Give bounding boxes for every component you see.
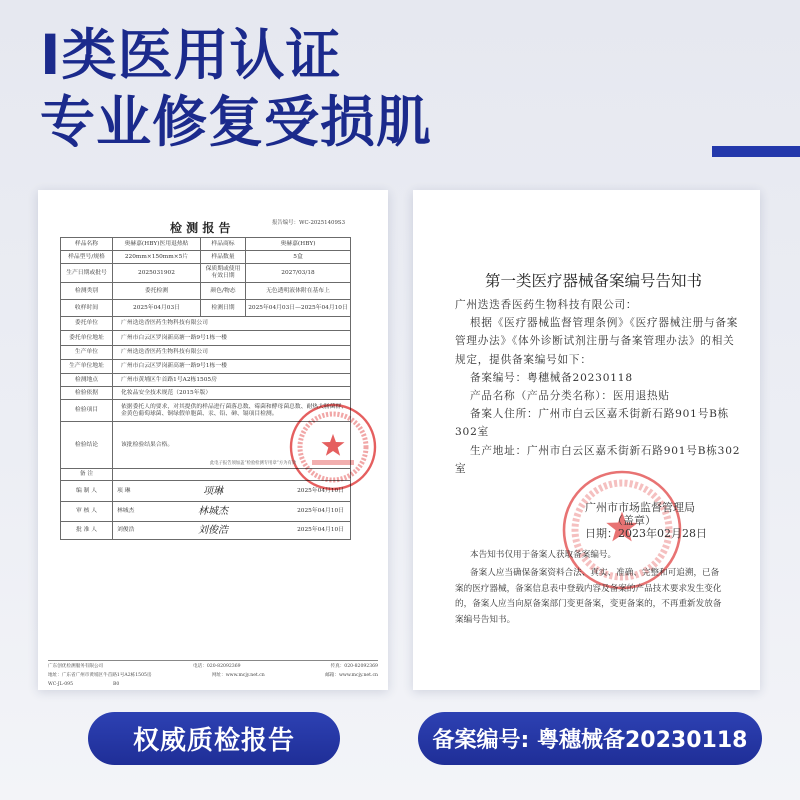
test-items-value: 依据委托人的要求，对其提供的样品进行菌落总数、霉菌和酵母菌总数、耐热大肠菌群、金黄色葡萄球菌、铜绿假单胞菌、汞、铅、砷、镉项目检测。 [113, 400, 351, 422]
signer-signature: 项琳 [203, 485, 223, 497]
headline [40, 22, 432, 156]
signer-role: 编 制 人 [61, 481, 113, 502]
row-value: 2025年04月03日—2025年04月10日 [246, 300, 351, 317]
notice-registrant-address: 备案人住所：广州市白云区嘉禾街新石路901号B栋302室 [455, 408, 730, 439]
footer-row [48, 671, 378, 680]
notice-title: 第一类医疗器械备案编号告知书 [485, 272, 703, 290]
notice-note [455, 548, 723, 629]
seal-star [321, 434, 344, 456]
notice-date: 日期：2023年02月28日 [585, 527, 707, 540]
signer-role: 批 准 人 [61, 522, 113, 540]
row-label: 检验依据 [61, 387, 113, 400]
filing-notice-document [413, 190, 760, 690]
headline-line-2: 专业修复受损肌 [40, 90, 433, 154]
row-label: 生产日期或批号 [61, 264, 113, 283]
table-row [61, 374, 351, 387]
table-row [61, 387, 351, 400]
row-value: 广州迭迭香医药生物科技有限公司 [113, 346, 351, 360]
table-row [61, 300, 351, 317]
row-value: 奥赫嘉(HBY) [246, 238, 351, 251]
row-label: 样品名称 [61, 238, 113, 251]
table-row [61, 360, 351, 374]
row-value: 5盒 [246, 251, 351, 264]
notice-signature-block [585, 501, 707, 540]
signer-signature: 林城杰 [198, 506, 228, 517]
row-value: 广州市黄埔区牛首路1号A2栋1505房 [113, 374, 351, 387]
table-row [61, 346, 351, 360]
report-title: 检 测 报 告 [170, 221, 231, 235]
footer-email: 邮箱：www.mcjy.net.cn [325, 673, 378, 678]
report-number: 报告编号：WC-20251409S3 [272, 220, 345, 226]
row-label: 委托单位地址 [61, 331, 113, 346]
footer-phone: 电话：020-82092369 [193, 664, 241, 669]
signer-name: 项 琳 [117, 487, 131, 494]
notice-product-name: 产品名称（产品分类名称）：医用退热贴 [470, 390, 670, 403]
row-label: 生产单位 [61, 346, 113, 360]
notice-intro: 根据《医疗器械监督管理条例》《医疗器械注册与备案管理办法》《体外诊断试剂注册与备案管理办法》的相关规定，提供备案编号如下： [455, 317, 739, 366]
row-label: 样品型号/规格 [61, 251, 113, 264]
signer-row [61, 522, 351, 540]
row-label: 检验结论 [61, 422, 113, 469]
signer-name: 刘俊浩 [117, 527, 135, 533]
notice-production-address: 生产地址：广州市白云区嘉禾街新石路901号B栋302室 [455, 444, 741, 475]
table-row [61, 251, 351, 264]
footer-website: 网址：www.mcjy.net.cn [211, 673, 265, 678]
signer-line [113, 508, 350, 515]
row-value: 220mm×150mm×5片 [113, 251, 201, 264]
notice-note-2: 备案人应当确保备案资料合法、真实、准确、完整和可追溯，已备案的医疗器械，备案信息表中登载内容及备案的产品技术要求发生变化的，备案人应当向原备案部门变更备案，变更备案的，不再重新发放备案编号告知书。 [455, 568, 722, 626]
footer-company: 广东创优检测服务有限公司 [48, 664, 104, 669]
row-label: 生产单位地址 [61, 360, 113, 374]
signer-name: 林城杰 [117, 508, 135, 514]
notice-note-1: 本告知书仅用于备案人获取备案编号。 [470, 550, 617, 560]
signer-date: 2025年04月10日 [297, 527, 344, 533]
report-table [60, 237, 351, 540]
filing-number-label: 备案编号: 粤穗械备20230118 [418, 712, 762, 765]
signer-line [113, 527, 350, 534]
row-value: 广州迭迭香医药生物科技有限公司 [113, 317, 351, 331]
row-value: 无色透明液体附在基布上 [246, 283, 351, 300]
row-label: 检测地点 [61, 374, 113, 387]
quality-report-label: 权威质检报告 [88, 712, 340, 765]
test-report-document [38, 190, 388, 690]
table-row [61, 238, 351, 251]
seal-note: 此电子报告须加盖“检验检测专用章”方为有效 [210, 461, 297, 466]
footer-row [48, 680, 378, 689]
table-row [61, 331, 351, 346]
row-label: 检验项目 [61, 400, 113, 422]
footer-fax: 传真：020-82092369 [330, 664, 378, 669]
row-label: 保质期或使用有效日期 [201, 264, 246, 283]
row-value: 委托检测 [113, 283, 201, 300]
row-label: 样品商标 [201, 238, 246, 251]
accent-bar [712, 146, 800, 157]
row-label: 收样时间 [61, 300, 113, 317]
row-value: 2025031902 [113, 264, 201, 283]
notice-authority: 广州市市场监督管理局 [585, 501, 695, 514]
notice-body [455, 296, 741, 478]
row-value: 化妆品安全技术规范（2015年版） [113, 387, 351, 400]
signer-cell [113, 522, 351, 540]
seal-bottom-lettering [312, 460, 354, 465]
row-label: 样品数量 [201, 251, 246, 264]
row-value: 2025年04月03日 [113, 300, 201, 317]
footer-row [48, 662, 378, 671]
footer-version: B0 [113, 682, 120, 687]
notice-stamp-mark: （盖章） [612, 514, 656, 527]
signer-date: 2025年04月10日 [297, 508, 344, 514]
row-label: 检测日期 [201, 300, 246, 317]
row-value: 广州市白云区罗岗新高塘一路9号1栋一楼 [113, 331, 351, 346]
row-value: 广州市白云区罗岗新高塘一路9号1栋一楼 [113, 360, 351, 374]
row-label: 委托单位 [61, 317, 113, 331]
table-row [61, 317, 351, 331]
headline-line-1: I类医用认证 [40, 23, 342, 87]
signer-row [61, 502, 351, 522]
signer-role: 审 核 人 [61, 502, 113, 522]
footer-form-code: WC-JL-095 [48, 682, 74, 687]
row-value: 2027/03/18 [246, 264, 351, 283]
table-row [61, 264, 351, 283]
inspection-seal-stamp [288, 402, 378, 492]
conclusion-value: 该批检验结果合格。 [113, 422, 351, 469]
signer-cell [113, 502, 351, 522]
footer-address: 地址：广东省广州市黄埔区牛首路1号A2栋1505房 [48, 673, 152, 678]
row-label: 检测类别 [61, 283, 113, 300]
signer-date: 2025年04月10日 [297, 487, 344, 494]
notice-filing-number: 备案编号：粤穗械备20230118 [470, 371, 633, 384]
row-label: 备 注 [61, 469, 113, 481]
report-footer [48, 660, 378, 689]
row-value: 奥赫嘉(HBY)医用退热贴 [113, 238, 201, 251]
notice-company: 广州迭迭香医药生物科技有限公司： [455, 299, 638, 311]
table-row [61, 283, 351, 300]
row-label: 颜色/物态 [201, 283, 246, 300]
signer-signature: 刘俊浩 [198, 525, 228, 536]
